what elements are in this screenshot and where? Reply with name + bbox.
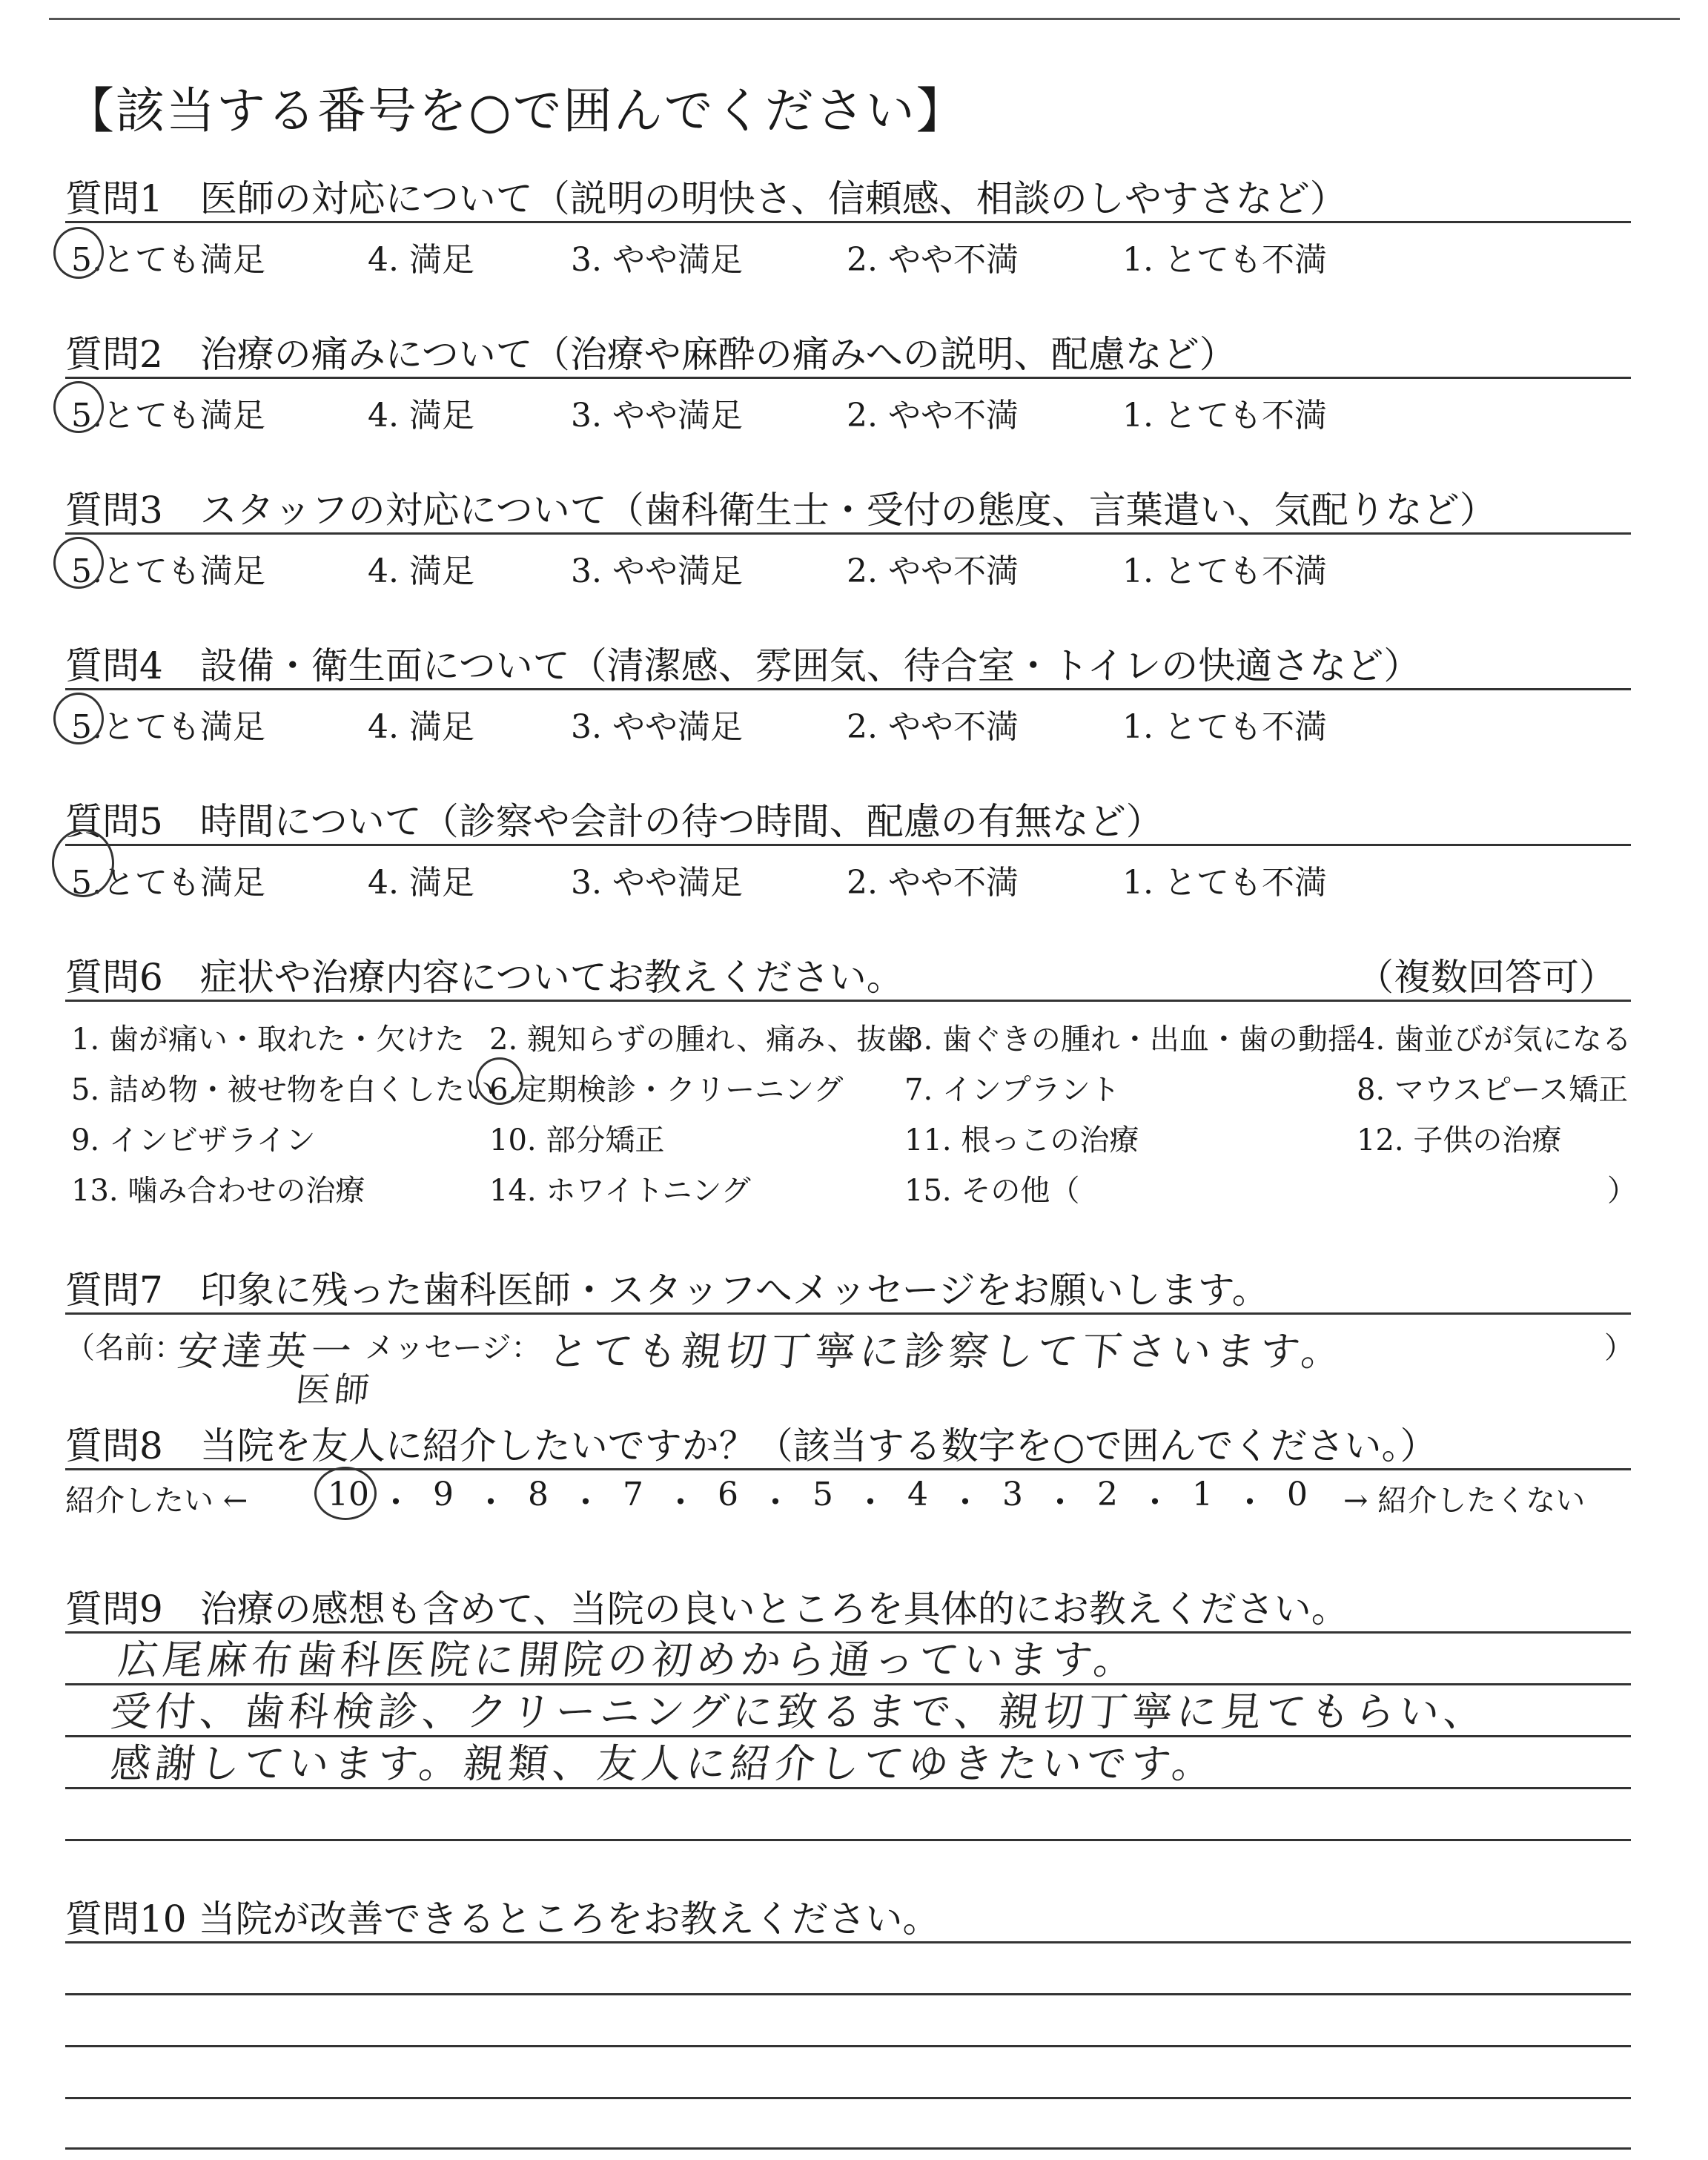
q8-dot: ・: [1139, 1484, 1171, 1522]
q8-right-label: → 紹介したくない: [1343, 1484, 1586, 1518]
q8-num-2[interactable]: 2: [1097, 1476, 1118, 1513]
q3-option-1[interactable]: 1. とても不満: [1122, 552, 1327, 590]
q8-dot: ・: [1234, 1484, 1266, 1522]
q2-option-4[interactable]: 4. 満足: [368, 397, 474, 435]
q9-answer-line-3[interactable]: 感謝しています。親類、友人に紹介してゆきたいです。: [108, 1740, 1219, 1787]
q3-option-3[interactable]: 3. やや満足: [571, 552, 743, 590]
q8-dot: ・: [1044, 1484, 1076, 1522]
q8-scale: [317, 1476, 1328, 1523]
q5-option-5[interactable]: 5.とても満足: [71, 864, 265, 902]
q6-item-1[interactable]: 1. 歯が痛い・取れた・欠けた: [71, 1023, 465, 1057]
q4-selection-circle: [53, 693, 104, 744]
q7-message-value[interactable]: とても親切丁寧に診察して下さいます。: [546, 1328, 1348, 1375]
q6-item-5[interactable]: 5. 詰め物・被せ物を白くしたい: [71, 1073, 494, 1107]
q6-item-9[interactable]: 9. インビザライン: [71, 1123, 316, 1157]
q6-item-7[interactable]: 7. インプラント: [904, 1073, 1120, 1107]
q3-option-2[interactable]: 2. やや不満: [847, 552, 1019, 590]
q8-num-1[interactable]: 1: [1192, 1476, 1213, 1513]
q8-dot: ・: [854, 1484, 887, 1522]
q5-option-4[interactable]: 4. 満足: [368, 864, 474, 902]
q4-option-5[interactable]: 5.とても満足: [71, 708, 265, 746]
q3-rule: [65, 532, 1631, 535]
q9-answer-line-2[interactable]: 受付、歯科検診、クリーニングに致るまで、親切丁寧に見てもらい、: [108, 1688, 1491, 1735]
q8-num-9[interactable]: 9: [433, 1476, 454, 1513]
q10-rule-3: [65, 2045, 1631, 2047]
q5-option-1[interactable]: 1. とても不満: [1122, 864, 1327, 902]
q2-rule: [65, 377, 1631, 379]
q7-message-label: メッセージ：: [365, 1331, 541, 1365]
q7-rule: [65, 1312, 1631, 1315]
q6-item-8[interactable]: 8. マウスピース矯正: [1357, 1073, 1629, 1107]
q8-num-3[interactable]: 3: [1002, 1476, 1023, 1513]
page-title: 【該当する番号を○で囲んでください】: [65, 82, 967, 139]
q2-option-3[interactable]: 3. やや満足: [571, 397, 743, 435]
q8-dot: ・: [474, 1484, 507, 1522]
q1-option-3[interactable]: 3. やや満足: [571, 241, 743, 279]
q6-item-10[interactable]: 10. 部分矯正: [489, 1123, 665, 1157]
q6-item-14[interactable]: 14. ホワイトニング: [489, 1174, 751, 1208]
q6-item-15-close: ）: [1607, 1174, 1637, 1208]
q7-name-title: 医師: [294, 1370, 376, 1410]
q1-rule: [65, 221, 1631, 223]
q4-option-4[interactable]: 4. 満足: [368, 708, 474, 746]
q5-option-2[interactable]: 2. やや不満: [847, 864, 1019, 902]
q8-num-7[interactable]: 7: [623, 1476, 643, 1513]
q6-multiple-note: （複数回答可）: [1357, 956, 1616, 999]
q9-rule-5: [65, 1839, 1631, 1841]
q2-option-2[interactable]: 2. やや不満: [847, 397, 1019, 435]
q3-selection-circle: [53, 537, 104, 589]
q6-item-13[interactable]: 13. 噛み合わせの治療: [71, 1174, 365, 1208]
q8-num-10[interactable]: 10: [328, 1476, 369, 1513]
q1-option-4[interactable]: 4. 満足: [368, 241, 474, 279]
q8-num-0[interactable]: 0: [1287, 1476, 1308, 1513]
q4-rule: [65, 688, 1631, 690]
q10-heading: 質問10 当院が改善できるところをお教えください。: [65, 1898, 940, 1941]
q6-item-15[interactable]: 15. その他（: [904, 1174, 1080, 1208]
q3-option-5[interactable]: 5.とても満足: [71, 552, 265, 590]
q6-rule: [65, 1000, 1631, 1002]
q8-dot: ・: [569, 1484, 602, 1522]
q2-option-5[interactable]: 5.とても満足: [71, 397, 265, 435]
q9-rule-4: [65, 1787, 1631, 1789]
q7-name-label: （名前：: [65, 1331, 184, 1365]
q10-rule-1: [65, 1941, 1631, 1943]
q8-num-4[interactable]: 4: [907, 1476, 928, 1513]
q1-option-1[interactable]: 1. とても不満: [1122, 241, 1327, 279]
q4-option-2[interactable]: 2. やや不満: [847, 708, 1019, 746]
q3-option-4[interactable]: 4. 満足: [368, 552, 474, 590]
q5-heading: 質問5 時間について（診察や会計の待つ時間、配慮の有無など）: [65, 800, 1163, 843]
q8-selection-circle: [314, 1467, 377, 1520]
q6-item-2[interactable]: 2. 親知らずの腫れ、痛み、抜歯: [489, 1023, 916, 1057]
q8-dot: ・: [949, 1484, 982, 1522]
q4-option-3[interactable]: 3. やや満足: [571, 708, 743, 746]
q7-name-value[interactable]: 安達英一: [175, 1328, 358, 1375]
q9-heading: 質問9 治療の感想も含めて、当院の良いところを具体的にお教えください。: [65, 1588, 1348, 1631]
q5-rule: [65, 844, 1631, 846]
q8-num-6[interactable]: 6: [718, 1476, 738, 1513]
q2-heading: 質問2 治療の痛みについて（治療や麻酔の痛みへの説明、配慮など）: [65, 333, 1237, 376]
q9-answer-line-1[interactable]: 広尾麻布歯科医院に開院の初めから通っています。: [116, 1636, 1141, 1683]
q4-option-1[interactable]: 1. とても不満: [1122, 708, 1327, 746]
q8-dot: ・: [759, 1484, 792, 1522]
q10-rule-5: [65, 2147, 1631, 2150]
q5-selection-circle: [52, 829, 114, 897]
q10-rule-2: [65, 1993, 1631, 1995]
q8-dot: ・: [380, 1484, 412, 1522]
q2-option-1[interactable]: 1. とても不満: [1122, 397, 1327, 435]
q8-left-label: 紹介したい ←: [65, 1484, 248, 1518]
q8-num-5[interactable]: 5: [812, 1476, 833, 1513]
q7-close-paren: ）: [1604, 1331, 1634, 1365]
q1-option-2[interactable]: 2. やや不満: [847, 241, 1019, 279]
q6-heading: 質問6 症状や治療内容についてお教えください。: [65, 956, 904, 999]
q6-item-3[interactable]: 3. 歯ぐきの腫れ・出血・歯の動揺: [904, 1023, 1357, 1057]
q10-rule-4: [65, 2097, 1631, 2099]
q1-selection-circle: [53, 227, 104, 279]
q1-heading: 質問1 医師の対応について（説明の明快さ、信頼感、相談のしやすさなど）: [65, 177, 1347, 220]
q6-item-12[interactable]: 12. 子供の治療: [1357, 1123, 1562, 1157]
q6-item-6[interactable]: 6.定期検診・クリーニング: [489, 1073, 844, 1107]
q1-option-5[interactable]: 5.とても満足: [71, 241, 265, 279]
q8-heading: 質問8 当院を友人に紹介したいですか？（該当する数字を○で囲んでください。）: [65, 1424, 1437, 1467]
top-border: [49, 18, 1680, 20]
q6-item-4[interactable]: 4. 歯並びが気になる: [1357, 1023, 1632, 1057]
q3-heading: 質問3 スタッフの対応について（歯科衛生士・受付の態度、言葉遣い、気配りなど）: [65, 489, 1497, 532]
q4-heading: 質問4 設備・衛生面について（清潔感、雰囲気、待合室・トイレの快適さなど）: [65, 644, 1421, 687]
q8-dot: ・: [664, 1484, 697, 1522]
q8-num-8[interactable]: 8: [528, 1476, 549, 1513]
q6-item-11[interactable]: 11. 根っこの治療: [904, 1123, 1139, 1157]
q2-selection-circle: [53, 381, 104, 433]
q5-option-3[interactable]: 3. やや満足: [571, 864, 743, 902]
q7-heading: 質問7 印象に残った歯科医師・スタッフへメッセージをお願いします。: [65, 1269, 1269, 1312]
q6-selection-circle: [476, 1057, 523, 1105]
q8-rule: [65, 1468, 1631, 1470]
